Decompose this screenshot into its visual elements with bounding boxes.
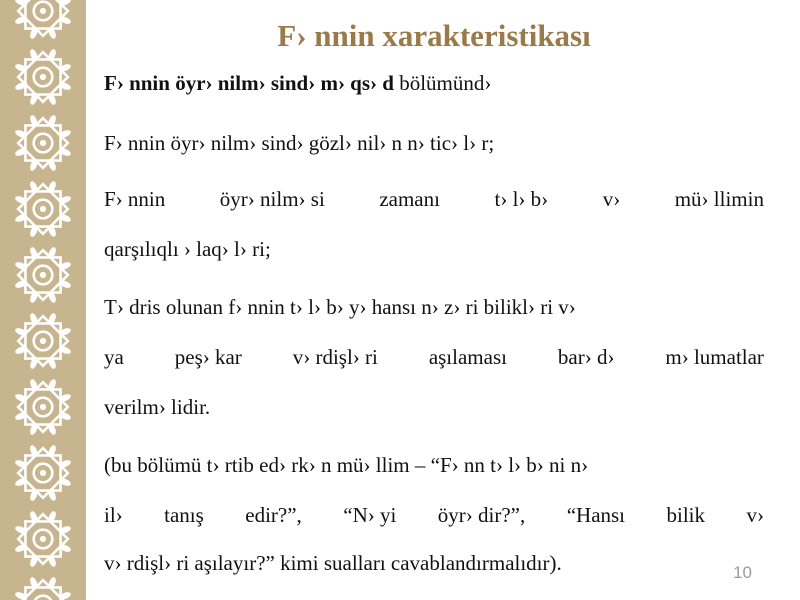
word: v› — [746, 503, 764, 527]
slide-title: F› nnin xarakteristikası — [277, 18, 591, 53]
decorative-sidebar — [0, 0, 86, 600]
word: t› l› b› — [494, 187, 549, 211]
text-line-10: v› rdişl› ri aşılayır?” kimi sualları cavablandırmalıdır). — [104, 551, 562, 575]
text-line-8: (bu bölümü t› rtib ed› rk› n mü› llim – “F› nn t› l› b› ni n› — [104, 453, 589, 477]
section-heading — [104, 70, 764, 96]
text-line-5: T› dris olunan f› nnin t› l› b› y› hansı n› z› ri bilikl› ri v› — [104, 295, 576, 319]
ornament-icon — [12, 574, 74, 600]
word: m› lumatlar — [665, 345, 764, 369]
word: zamanı — [379, 187, 440, 211]
ornament-icon — [12, 376, 74, 438]
word: v› — [602, 187, 621, 211]
text-line-4: qarşılıqlı › laq› l› ri; — [104, 237, 271, 261]
text-line-2: F› nnin öyr› nilm› sind› gözl› nil› n n› tic› l› r; — [104, 131, 495, 155]
word: peş› kar — [174, 345, 242, 369]
word: il› — [104, 503, 123, 527]
word: bilik — [666, 503, 705, 527]
text-line-6 — [104, 344, 764, 370]
word: bar› d› — [557, 345, 615, 369]
word: F› nnin — [104, 187, 166, 211]
text-line-7: verilm› lidir. — [104, 395, 211, 419]
word: edir?”, — [245, 503, 302, 527]
word: aşılaması — [428, 345, 507, 369]
text-line-3 — [104, 186, 764, 212]
word: öyr› nilm› si — [219, 187, 325, 211]
word: v› rdişl› ri — [292, 345, 378, 369]
ornament-icon — [12, 508, 74, 570]
word: tanış — [164, 503, 204, 527]
ornament-icon — [12, 0, 74, 42]
word: “Hansı — [566, 503, 626, 527]
page-number: 10 — [733, 563, 752, 582]
text-line-9 — [104, 502, 764, 528]
ornament-icon — [12, 46, 74, 108]
ornament-icon — [12, 310, 74, 372]
word: “N› yi — [343, 503, 397, 527]
ornament-icon — [12, 112, 74, 174]
heading-normal-text: bölümünd› — [393, 71, 492, 95]
slide-content — [104, 0, 764, 600]
word: mü› llimin — [674, 187, 764, 211]
word: ya — [104, 345, 124, 369]
heading-bold-text: F› nnin öyr› nilm› sind› m› qs› d — [104, 71, 394, 95]
ornament-icon — [12, 442, 74, 504]
ornament-icon — [12, 244, 74, 306]
ornament-icon — [12, 178, 74, 240]
word: öyr› dir?”, — [437, 503, 526, 527]
